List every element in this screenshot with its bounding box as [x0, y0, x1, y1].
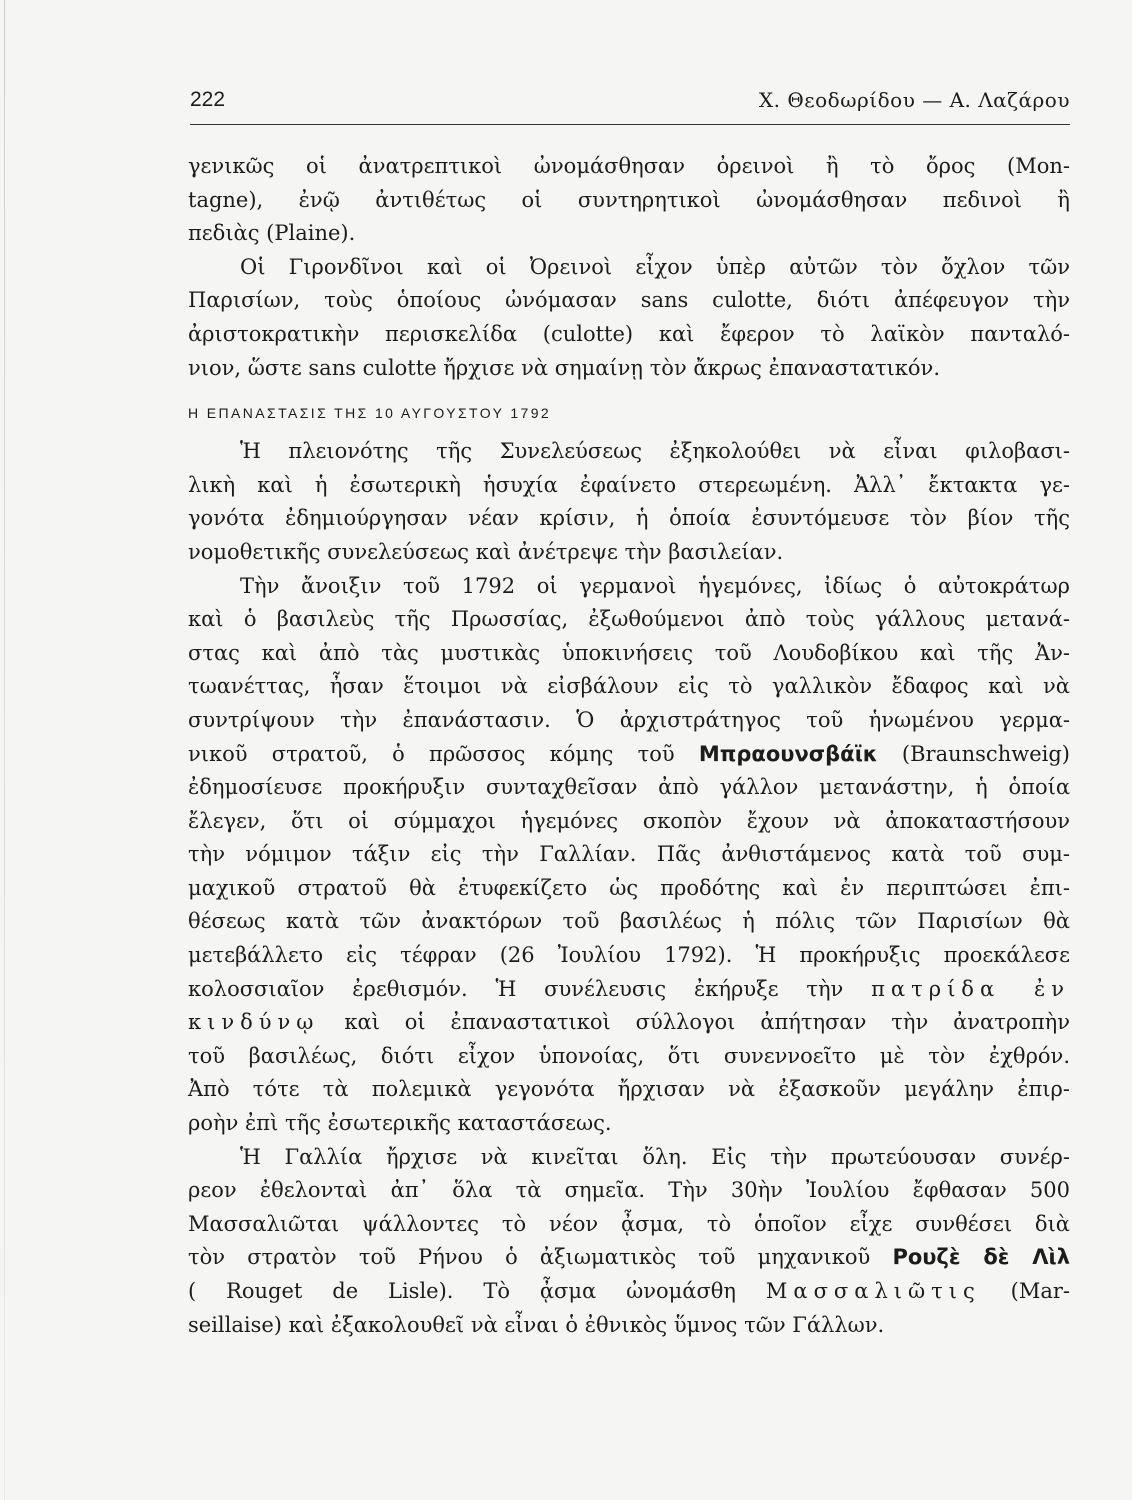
text-line: λικὴ καὶ ἡ ἐσωτερικὴ ἡσυχία ἐφαίνετο στερεωμένη. Ἀλλ᾿ ἔκτακτα γε-: [188, 472, 1070, 497]
text-fragment: νικοῦ στρατοῦ, ὁ πρῶσσος κόμης τοῦ: [188, 741, 675, 766]
text-line: τωανέττας, ἦσαν ἕτοιμοι νὰ εἰσβάλουν εἰς τὸ γαλλικὸν ἔδαφος καὶ νὰ: [188, 674, 1070, 699]
text-line: καὶ ὁ βασιλεὺς τῆς Πρωσσίας, ἐξωθούμενοι ἀπὸ τοὺς γάλλους μετανά-: [188, 607, 1070, 632]
section-heading: Η ΕΠΑΝΑΣΤΑΣΙΣ ΤΗΣ 10 ΑΥΓΟΥΣΤΟΥ 1792: [188, 405, 552, 422]
spaced-text: πατρίδα ἐν: [871, 976, 1070, 1001]
text-line: στας καὶ ἀπὸ τὰς μυστικὰς ὑποκινήσεις τοῦ Λουδοβίκου καὶ τῆς Ἀν-: [188, 640, 1070, 665]
text-line: ἐδημοσίευσε προκήρυξιν συνταχθεῖσαν ἀπὸ γάλλον μετανάστην, ἡ ὁποία: [188, 775, 1070, 800]
text-line: νομοθετικῆς συνελεύσεως καὶ ἀνέτρεψε τὴν βασιλείαν.: [188, 539, 784, 564]
text-line: tagne), ἐνῷ ἀντιθέτως οἱ συντηρητικοὶ ὠνομάσθησαν πεδινοὶ ἢ: [188, 187, 1070, 212]
text-line: Ἡ πλειονότης τῆς Συνελεύσεως ἐξηκολούθει νὰ εἶναι φιλοβασι-: [240, 439, 1070, 464]
text-line: [188, 1006, 1070, 1040]
text-line: [188, 1275, 1070, 1309]
text-line: ἀριστοκρατικὴν περισκελίδα (culotte) καὶ ἔφερον τὸ λαϊκὸν πανταλό-: [188, 321, 1070, 346]
text-line: [188, 1241, 1070, 1275]
text-line: νιον, ὥστε sans culotte ἤρχισε νὰ σημαίνῃ τὸν ἄκρως ἐπαναστατικόν.: [188, 355, 941, 380]
page-header: [190, 88, 1070, 122]
text-line: μαχικοῦ στρατοῦ θὰ ἐτυφεκίζετο ὡς προδότης καὶ ἐν περιπτώσει ἐπι-: [188, 875, 1070, 900]
text-line: πεδιὰς (Plaine).: [188, 221, 356, 246]
text-line: ρεον ἐθελονταὶ ἀπ᾿ ὅλα τὰ σημεῖα. Τὴν 30ὴν Ἰουλίου ἔφθασαν 500: [188, 1178, 1070, 1203]
text-line: seillaise) καὶ ἐξακολουθεῖ νὰ εἶναι ὁ ἐθνικὸς ὕμνος τῶν Γάλλων.: [188, 1312, 885, 1337]
text-line: μετεβάλλετο εἰς τέφραν (26 Ἰουλίου 1792). Ἡ προκήρυξις προεκάλεσε: [188, 943, 1070, 968]
running-head: Χ. Θεοδωρίδου — Α. Λαζάρου: [758, 88, 1070, 112]
text-line: Οἱ Γιρονδῖνοι καὶ οἱ Ὀρεινοὶ εἶχον ὑπὲρ αὐτῶν τὸν ὄχλον τῶν: [240, 254, 1070, 279]
text-fragment: καὶ οἱ ἐπαναστατικοὶ σύλλογοι ἀπήτησαν τὴν ἀνατροπὴν: [344, 1010, 1070, 1035]
text-line: θέσεως κατὰ τῶν ἀνακτόρων τοῦ βασιλέως ἡ πόλις τῶν Παρισίων θὰ: [188, 909, 1070, 934]
spaced-text: κινδύνῳ: [188, 1010, 320, 1035]
text-fragment: ( Rouget de Lisle). Τὸ ᾆσμα ὠνομάσθη: [188, 1279, 737, 1303]
bold-name-brunswick: Μπραουνσβάϊκ: [698, 741, 878, 766]
text-line: [188, 973, 1070, 1007]
header-rule: [190, 124, 1070, 125]
text-fragment: κολοσσιαῖον ἐρεθισμόν. Ἡ συνέλευσις ἐκήρυξε τὴν: [188, 976, 844, 1001]
text-line: γονότα ἐδημιούργησαν νέαν κρίσιν, ἡ ὁποία ἐσυντόμευσε τὸν βίον τῆς: [188, 506, 1070, 531]
text-fragment: (Mar-: [1010, 1279, 1070, 1303]
scan-edge: [4, 0, 5, 1500]
text-line: Τὴν ἄνοιξιν τοῦ 1792 οἱ γερμανοὶ ἡγεμόνες, ἰδίως ὁ αὐτοκράτωρ: [240, 573, 1070, 598]
bold-name-rouget: Ρουζὲ δὲ Λὶλ: [892, 1245, 1070, 1270]
text-line: ροὴν ἐπὶ τῆς ἐσωτερικῆς καταστάσεως.: [188, 1111, 612, 1136]
page-number: 222: [190, 88, 226, 111]
text-fragment: τὸν στρατὸν τοῦ Ρήνου ὁ ἀξιωματικὸς τοῦ μηχανικοῦ: [188, 1245, 871, 1270]
text-line: Παρισίων, τοὺς ὁποίους ὠνόμασαν sans culotte, διότι ἀπέφευγον τὴν: [188, 288, 1070, 313]
text-line: συντρίψουν τὴν ἐπανάστασιν. Ὁ ἀρχιστράτηγος τοῦ ἡνωμένου γερμα-: [188, 707, 1070, 732]
text-line: τὴν νόμιμον τάξιν εἰς τὴν Γαλλίαν. Πᾶς ἀνθιστάμενος κατὰ τοῦ συμ-: [188, 842, 1070, 867]
text-line: τοῦ βασιλέως, διότι εἶχον ὑπονοίας, ὅτι συνεννοεῖτο μὲ τὸν ἐχθρόν.: [188, 1043, 1070, 1068]
text-line: γενικῶς οἱ ἀνατρεπτικοὶ ὠνομάσθησαν ὀρεινοὶ ἢ τὸ ὄρος (Mon-: [188, 154, 1070, 178]
text-line: Μασσαλιῶται ψάλλοντες τὸ νέον ᾆσμα, τὸ ὁποῖον εἶχε συνθέσει διὰ: [188, 1211, 1070, 1236]
text-fragment: (Braunschweig): [901, 741, 1070, 766]
text-line: Ἀπὸ τότε τὰ πολεμικὰ γεγονότα ἤρχισαν νὰ ἐξασκοῦν μεγάλην ἐπιρ-: [188, 1077, 1070, 1102]
spaced-text: Μασσαλιῶτις: [765, 1279, 981, 1303]
text-line: [188, 738, 1070, 772]
text-line: Ἡ Γαλλία ἤρχισε νὰ κινεῖται ὅλη. Εἰς τὴν πρωτεύουσαν συνέρ-: [240, 1144, 1070, 1169]
text-line: ἔλεγεν, ὅτι οἱ σύμμαχοι ἡγεμόνες σκοπὸν ἔχουν νὰ ἀποκαταστήσουν: [188, 808, 1070, 833]
text-body: [188, 150, 1070, 1342]
